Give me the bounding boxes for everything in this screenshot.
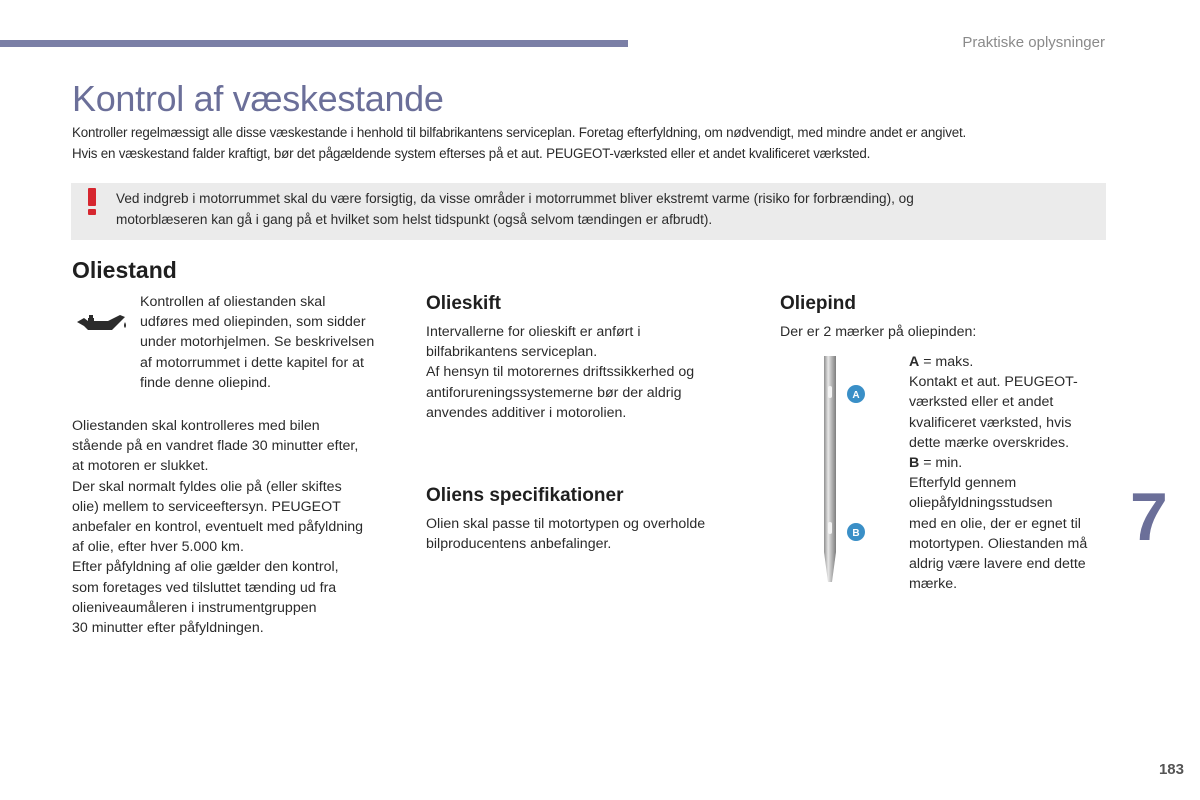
warning-line: motorblæseren kan gå i gang på et hvilket som helst tidspunkt (også selvom tændingen er afbrudt). (116, 212, 713, 227)
text-line: Der skal normalt fyldes olie på (eller skiftes (72, 478, 342, 495)
heading-olieskift: Olieskift (426, 293, 501, 314)
text-line: kvalificeret værksted, hvis (909, 414, 1072, 431)
text-line: Af hensyn til motorernes driftssikkerhed og (426, 364, 695, 381)
badge-b-label: B (852, 528, 860, 539)
warning-line: Ved indgreb i motorrummet skal du være forsigtig, da visse områder i motorrummet bliver ekstremt varme (risiko for forbrænding), og (116, 191, 914, 206)
text-line: 30 minutter efter påfyldningen. (72, 620, 264, 637)
page-number: 183 (1158, 761, 1184, 778)
text-line: olie) mellem to serviceeftersyn. PEUGEOT (72, 498, 341, 515)
text-line: under motorhjelmen. Se beskrivelsen (140, 334, 375, 351)
mark-a-line (909, 352, 1119, 372)
oliestand-intro (140, 292, 405, 393)
text-line: dette mærke overskrides. (909, 434, 1070, 451)
olieskift-body (426, 322, 746, 423)
mark-b-letter: B (909, 455, 920, 472)
text-line: Olien skal passe til motortypen og overholde (426, 516, 706, 532)
heading-oliens-specifikationer: Oliens specifikationer (426, 485, 624, 506)
intro-line: Kontroller regelmæssigt alle disse væskestande i henhold til bilfabrikantens serviceplan. Foretag efterfyldning, om nødvendigt, med mindre andet er angivet. (72, 125, 966, 140)
text-line: stående på en vandret flade 30 minutter efter, (72, 438, 359, 455)
specifikationer-body (426, 514, 756, 554)
text-line: at motoren er slukket. (72, 458, 209, 475)
text-line: olieniveaumåleren i instrumentgruppen (72, 599, 317, 616)
mark-a-letter: A (909, 354, 920, 370)
oliepind-intro (780, 322, 1110, 342)
text-line: bilfabrikantens serviceplan. (426, 344, 598, 361)
badge-a-label: A (852, 390, 860, 401)
text-line: anvendes additiver i motorolien. (426, 404, 627, 421)
header-rule (0, 40, 628, 47)
oil-can-icon (74, 308, 130, 338)
oliestand-body (72, 416, 402, 638)
text-line: mærke. (909, 576, 958, 593)
section-label: Praktiske oplysninger (962, 34, 1105, 51)
text-line: værksted eller et andet (909, 394, 1054, 411)
exclamation-icon (82, 186, 102, 216)
text-line: som foretages ved tilsluttet tænding ud fra (72, 579, 337, 596)
oliepind-marks-text (909, 352, 1119, 594)
text-line: Der er 2 mærker på oliepinden: (780, 324, 977, 340)
text-line: med en olie, der er egnet til (909, 515, 1081, 532)
text-line: antiforureningssystemerne bør der aldrig (426, 384, 682, 401)
text-line: anbefaler en kontrol, eventuelt med påfyldning (72, 519, 364, 536)
text-line: Kontrollen af oliestanden skal (140, 294, 326, 310)
heading-oliepind: Oliepind (780, 293, 856, 314)
intro-line: Hvis en væskestand falder kraftigt, bør det pågældende system efterses på et aut. PEUGEOT-værksted eller et andet kvalificeret værksted. (72, 146, 871, 161)
text-line: motortypen. Oliestanden må (909, 535, 1088, 552)
text-line: af motorrummet i dette kapitel for at (140, 354, 364, 371)
text-line: Intervallerne for olieskift er anført i (426, 324, 641, 340)
text-line: Oliestanden skal kontrolleres med bilen (72, 418, 320, 434)
text-line: finde denne oliepind. (140, 374, 271, 391)
text-line: af olie, efter hver 5.000 km. (72, 539, 244, 556)
page-title: Kontrol af væskestande (72, 78, 444, 119)
text-line: Efterfyld gennem (909, 475, 1017, 492)
text-line: bilproducentens anbefalinger. (426, 536, 612, 553)
text-line: Efter påfyldning af olie gælder den kontrol, (72, 559, 339, 576)
warning-text (116, 188, 1096, 230)
intro-text (72, 122, 1112, 164)
text-line: oliepåfyldningsstudsen (909, 495, 1053, 512)
heading-oliestand: Oliestand (72, 257, 177, 283)
dipstick-illustration (810, 352, 870, 588)
mark-a-label: = maks. (919, 354, 974, 370)
mark-b-line (909, 453, 1119, 473)
text-line: udføres med oliepinden, som sidder (140, 314, 366, 331)
text-line: aldrig være lavere end dette (909, 556, 1086, 573)
mark-b-label: = min. (919, 455, 963, 472)
text-line: Kontakt et aut. PEUGEOT- (909, 374, 1078, 391)
chapter-number: 7 (1130, 479, 1168, 555)
